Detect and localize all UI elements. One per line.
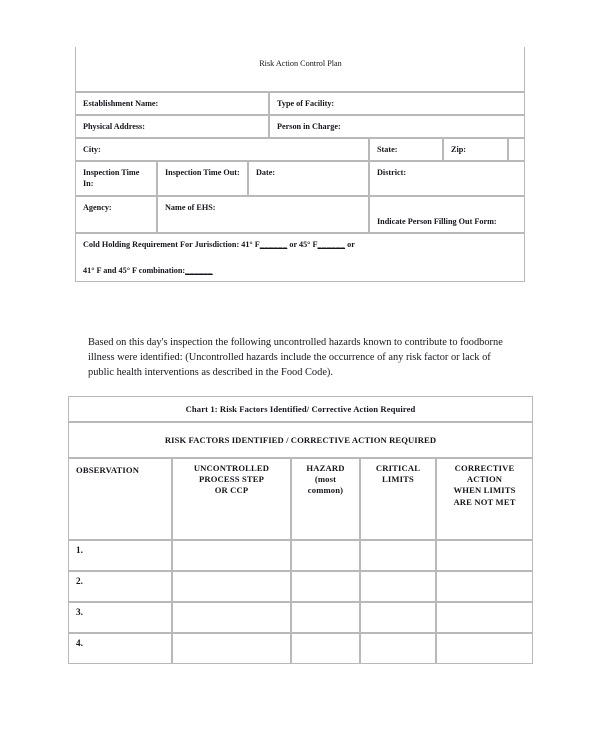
column-header-critical-line-2: LIMITS [382, 474, 414, 485]
cell-corrective-action[interactable] [436, 540, 533, 571]
table-row [68, 602, 533, 633]
chart-banner-row [68, 422, 533, 458]
column-header-critical-limits [360, 458, 436, 540]
cell-hazard[interactable] [291, 540, 360, 571]
field-type-of-facility[interactable]: Type of Facility: [269, 92, 525, 115]
column-header-process-line-2: PROCESS STEP [198, 474, 265, 485]
column-header-hazard [291, 458, 360, 540]
column-header-hazard-line-2: (most [314, 474, 337, 485]
cell-critical-limits[interactable] [360, 602, 436, 633]
form-row-establishment [75, 92, 525, 115]
cold-holding-mid: or 45° F [287, 240, 318, 250]
column-header-observation-line-1: OBSERVATION [76, 465, 140, 475]
cold-holding-combination-label: 41° F and 45° F combination: [83, 266, 186, 276]
column-header-corrective-line-4: ARE NOT MET [453, 496, 516, 507]
form-row-address [75, 115, 525, 138]
column-header-observation [68, 458, 172, 540]
field-indicate-person-filling-out-form[interactable]: Indicate Person Filling Out Form: [369, 196, 525, 233]
form-row-title [75, 47, 525, 92]
chart-banner-title: RISK FACTORS IDENTIFIED / CORRECTIVE ACTION REQUIRED [68, 422, 533, 458]
column-header-hazard-line-3: common) [307, 485, 344, 496]
inspection-statement-paragraph: Based on this day's inspection the following uncontrolled hazards known to contribute to foodborne illness were identified: (Uncontrolled hazards include the occurrence of any risk factor or lack of public health interventions as described in the Food Code). [88, 337, 503, 379]
field-agency[interactable]: Agency: [75, 196, 157, 233]
column-header-process-line-1: UNCONTROLLED [193, 463, 270, 473]
field-physical-address[interactable]: Physical Address: [75, 115, 269, 138]
cell-observation[interactable]: 4. [68, 633, 172, 664]
column-header-corrective-line-1: CORRECTIVE [454, 463, 515, 473]
field-cold-holding-requirement[interactable] [75, 233, 525, 282]
cold-holding-blank-41[interactable]: ______ [259, 240, 288, 250]
field-state[interactable]: State: [369, 138, 443, 161]
cell-process-step[interactable] [172, 571, 291, 602]
cell-corrective-action[interactable] [436, 633, 533, 664]
cell-critical-limits[interactable] [360, 633, 436, 664]
establishment-info-form [75, 47, 525, 282]
column-header-corrective-line-2: ACTION [466, 474, 503, 485]
chart-caption-row [68, 396, 533, 422]
column-header-corrective-line-3: WHEN LIMITS [453, 485, 516, 496]
cold-holding-line-2 [83, 265, 518, 276]
table-row [68, 540, 533, 571]
cold-holding-prefix: Cold Holding Requirement For Jurisdiction: 41° F [83, 240, 260, 250]
cell-hazard[interactable] [291, 571, 360, 602]
cell-corrective-action[interactable] [436, 571, 533, 602]
chart-caption: Chart 1: Risk Factors Identified/ Corrective Action Required [68, 396, 533, 422]
cell-process-step[interactable] [172, 633, 291, 664]
table-row [68, 633, 533, 664]
column-header-process-line-3: OR CCP [214, 485, 249, 496]
column-header-hazard-line-1: HAZARD [306, 463, 345, 473]
field-inspection-time-in[interactable]: Inspection Time In: [75, 161, 157, 196]
cell-critical-limits[interactable] [360, 540, 436, 571]
column-header-corrective-action [436, 458, 533, 540]
field-zip-extension[interactable] [508, 138, 525, 161]
cell-corrective-action[interactable] [436, 602, 533, 633]
field-city[interactable]: City: [75, 138, 369, 161]
cold-holding-blank-45[interactable]: ______ [317, 240, 346, 250]
cold-holding-suffix: or [345, 240, 355, 250]
form-row-city-state-zip [75, 138, 525, 161]
column-header-uncontrolled-process-step [172, 458, 291, 540]
field-district[interactable]: District: [369, 161, 525, 196]
cell-observation[interactable]: 1. [68, 540, 172, 571]
risk-factors-table [68, 396, 533, 664]
form-row-agency [75, 196, 525, 233]
field-inspection-time-out[interactable]: Inspection Time Out: [157, 161, 248, 196]
field-person-in-charge[interactable]: Person in Charge: [269, 115, 525, 138]
cell-hazard[interactable] [291, 633, 360, 664]
cold-holding-blank-combination[interactable]: ______ [185, 266, 213, 276]
cold-holding-line-1 [83, 239, 518, 250]
chart-header-row [68, 458, 533, 540]
field-zip[interactable]: Zip: [443, 138, 508, 161]
form-row-inspection-times [75, 161, 525, 196]
column-header-critical-line-1: CRITICAL [375, 463, 421, 473]
cell-process-step[interactable] [172, 540, 291, 571]
table-row [68, 571, 533, 602]
field-name-of-ehs[interactable]: Name of EHS: [157, 196, 369, 233]
cell-observation[interactable]: 3. [68, 602, 172, 633]
cell-process-step[interactable] [172, 602, 291, 633]
cell-critical-limits[interactable] [360, 571, 436, 602]
cell-hazard[interactable] [291, 602, 360, 633]
cell-observation[interactable]: 2. [68, 571, 172, 602]
form-row-cold-holding [75, 233, 525, 282]
field-establishment-name[interactable]: Establishment Name: [75, 92, 269, 115]
page-title: Risk Action Control Plan [75, 47, 525, 92]
field-date[interactable]: Date: [248, 161, 369, 196]
